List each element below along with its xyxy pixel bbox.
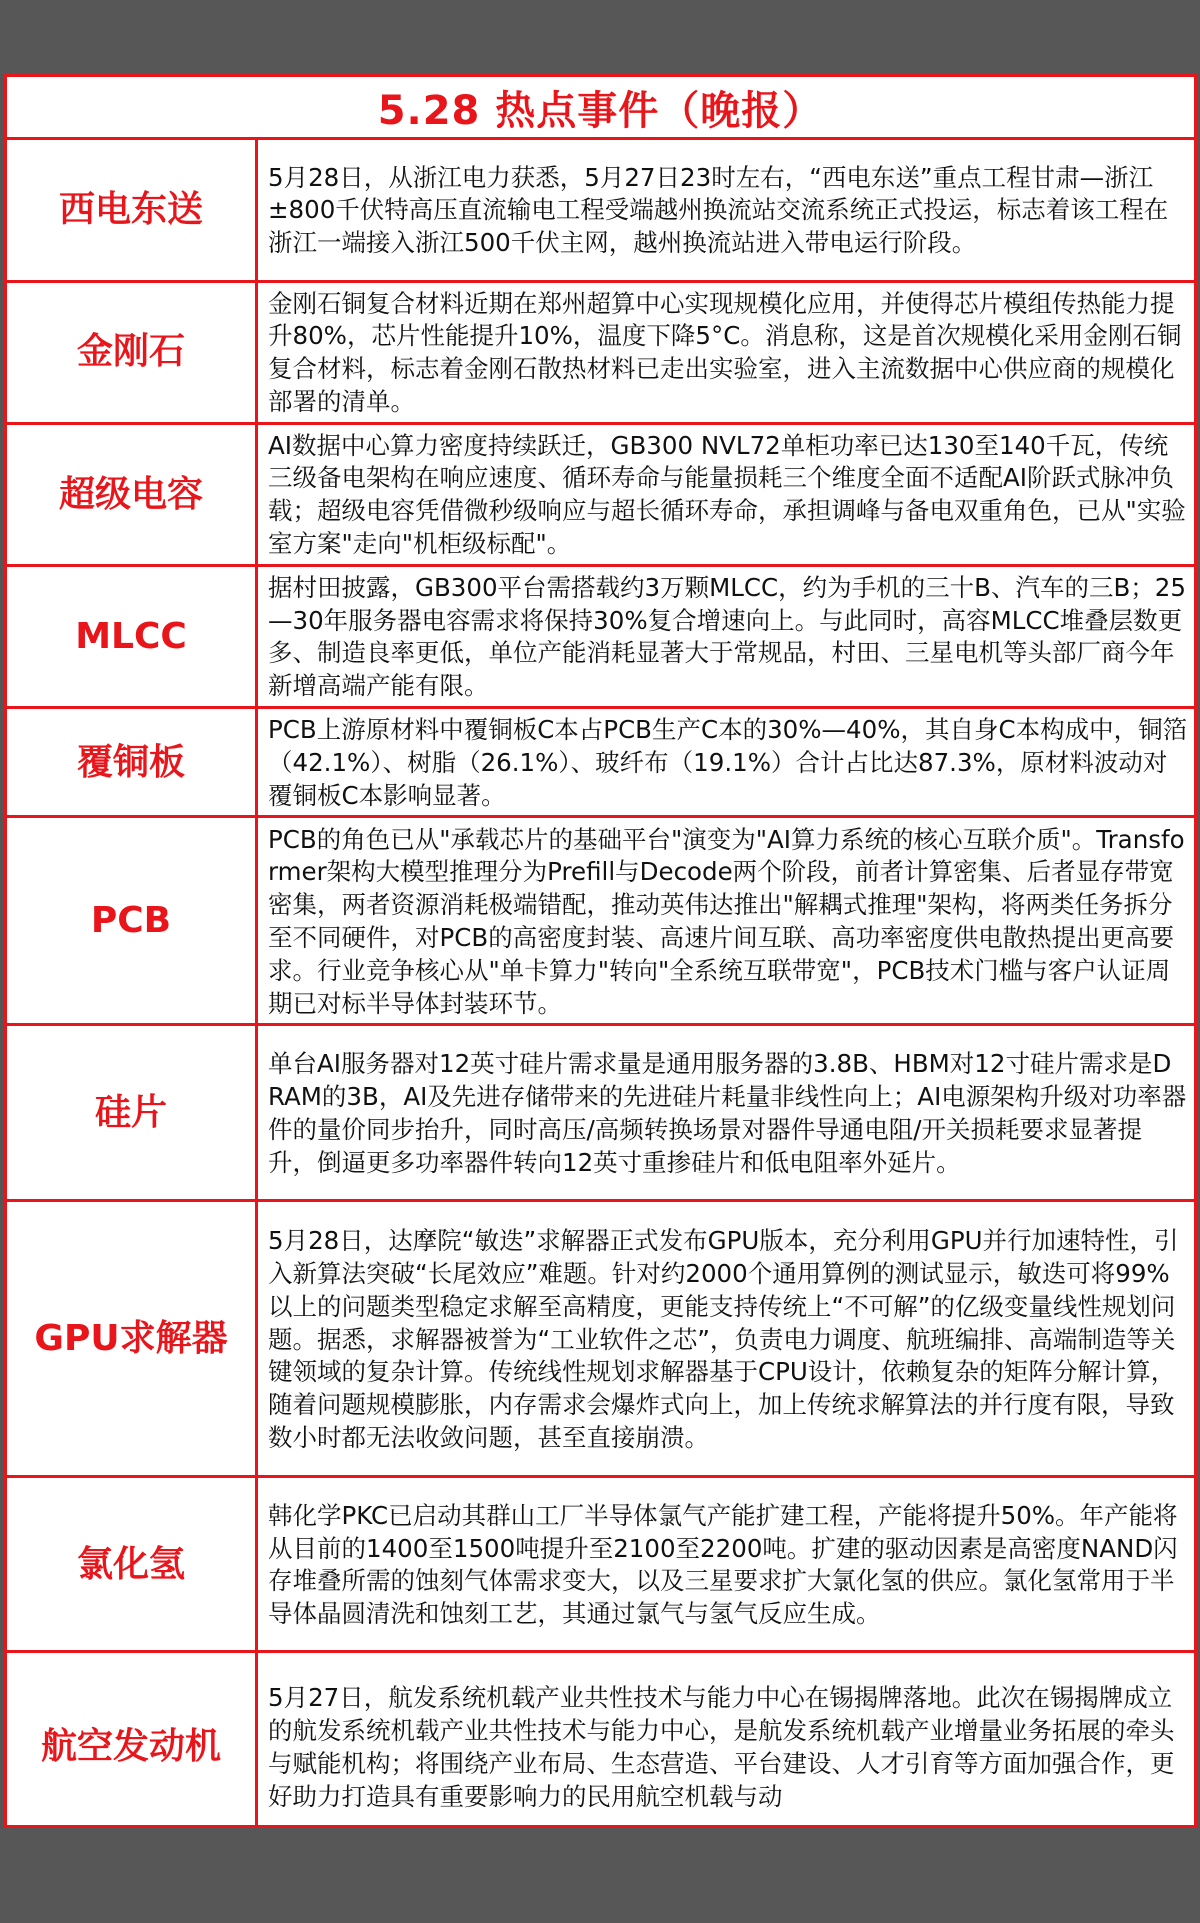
content-cell: PCB的角色已从"承载芯片的基础平台"演变为"AI算力系统的核心互联介质"。Transformer架构大模型推理分为Prefill与Decode两个阶段，前者计算密集、后者显存带宽密集，两者资源消耗极端错配，推动英伟达推出"解耦式推理"架构，将两类任务拆分至不同硬件，对PCB的高密度封装、高速片间互联、高功率密度供电散热提出更高要求。行业竞争核心从"单卡算力"转向"全系统互联带宽"，PCB技术门槛与客户认证周期已对标半导体封装环节。 — [257, 817, 1195, 1025]
top-bar — [0, 0, 1200, 74]
table-row — [7, 817, 1194, 1025]
content-cell: PCB上游原材料中覆铜板C本占PCB生产C本的30%—40%，其自身C本构成中，铜箔（42.1%）、树脂（26.1%）、玻纤布（19.1%）合计占比达87.3%，原材料波动对覆铜板C本影响显著。 — [257, 708, 1195, 817]
table-row — [7, 1652, 1194, 1828]
table-row — [7, 140, 1194, 281]
events-table — [7, 140, 1194, 1828]
topic-cell: 超级电容 — [7, 423, 257, 565]
topic-cell: 航空发动机 — [7, 1652, 257, 1828]
table-row — [7, 565, 1194, 707]
page-title: 5.28 热点事件（晚报） — [7, 77, 1194, 140]
content-cell: 5月28日，达摩院“敏迭”求解器正式发布GPU版本，充分利用GPU并行加速特性，引入新算法突破“长尾效应”难题。针对约2000个通用算例的测试显示，敏迭可将99%以上的问题类型稳定求解至高精度，更能支持传统上“不可解”的亿级变量线性规划问题。据悉，求解器被誉为“工业软件之芯”，负责电力调度、航班编排、高端制造等关键领域的复杂计算。传统线性规划求解器基于CPU设计，依赖复杂的矩阵分解计算，随着问题规模膨胀，内存需求会爆炸式向上，加上传统求解算法的并行度有限，导致数小时都无法收敛问题，甚至直接崩溃。 — [257, 1201, 1195, 1477]
content-cell: 5月27日，航发系统机载产业共性技术与能力中心在锡揭牌落地。此次在锡揭牌成立的航发系统机载产业共性技术与能力中心，是航发系统机载产业增量业务拓展的牵头与赋能机构；将围绕产业布局、生态营造、平台建设、人才引育等方面加强合作，更好助力打造具有重要影响力的民用航空机载与动 — [257, 1652, 1195, 1828]
topic-cell: GPU求解器 — [7, 1201, 257, 1477]
table-row — [7, 281, 1194, 423]
content-cell: 单台AI服务器对12英寸硅片需求量是通用服务器的3.8B、HBM对12寸硅片需求是DRAM的3B，AI及先进存储带来的先进硅片耗量非线性向上；AI电源架构升级对功率器件的量价同步抬升，同时高压/高频转换场景对器件导通电阻/开关损耗要求显著提升，倒逼更多功率器件转向12英寸重掺硅片和低电阻率外延片。 — [257, 1025, 1195, 1201]
topic-cell: PCB — [7, 817, 257, 1025]
topic-cell: 硅片 — [7, 1025, 257, 1201]
topic-cell: 西电东送 — [7, 140, 257, 281]
topic-cell: 覆铜板 — [7, 708, 257, 817]
topic-cell: MLCC — [7, 565, 257, 707]
content-cell: 韩化学PKC已启动其群山工厂半导体氯气产能扩建工程，产能将提升50%。年产能将从目前的1400至1500吨提升至2100至2200吨。扩建的驱动因素是高密度NAND闪存堆叠所需的蚀刻气体需求变大，以及三星要求扩大氯化氢的供应。氯化氢常用于半导体晶圆清洗和蚀刻工艺，其通过氯气与氢气反应生成。 — [257, 1477, 1195, 1652]
topic-cell: 氯化氢 — [7, 1477, 257, 1652]
table-row — [7, 1477, 1194, 1652]
hot-events-sheet — [4, 74, 1197, 1828]
table-row — [7, 423, 1194, 565]
table-row — [7, 1201, 1194, 1477]
content-cell: 5月28日，从浙江电力获悉，5月27日23时左右，“西电东送”重点工程甘肃—浙江±800千伏特高压直流输电工程受端越州换流站交流系统正式投运，标志着该工程在浙江一端接入浙江500千伏主网，越州换流站进入带电运行阶段。 — [257, 140, 1195, 281]
table-row — [7, 1025, 1194, 1201]
content-cell: 据村田披露，GB300平台需搭载约3万颗MLCC，约为手机的三十B、汽车的三B；25—30年服务器电容需求将保持30%复合增速向上。与此同时，高容MLCC堆叠层数更多、制造良率更低，单位产能消耗显著大于常规品，村田、三星电机等头部厂商今年新增高端产能有限。 — [257, 565, 1195, 707]
content-cell: 金刚石铜复合材料近期在郑州超算中心实现规模化应用，并使得芯片模组传热能力提升80%，芯片性能提升10%，温度下降5°C。消息称，这是首次规模化采用金刚石铜复合材料，标志着金刚石散热材料已走出实验室，进入主流数据中心供应商的规模化部署的清单。 — [257, 281, 1195, 423]
bottom-bar — [0, 1828, 1200, 1923]
content-cell: AI数据中心算力密度持续跃迁，GB300 NVL72单柜功率已达130至140千瓦，传统三级备电架构在响应速度、循环寿命与能量损耗三个维度全面不适配AI阶跃式脉冲负载；超级电容凭借微秒级响应与超长循环寿命，承担调峰与备电双重角色，已从"实验室方案"走向"机柜级标配"。 — [257, 423, 1195, 565]
table-row — [7, 708, 1194, 817]
topic-cell: 金刚石 — [7, 281, 257, 423]
